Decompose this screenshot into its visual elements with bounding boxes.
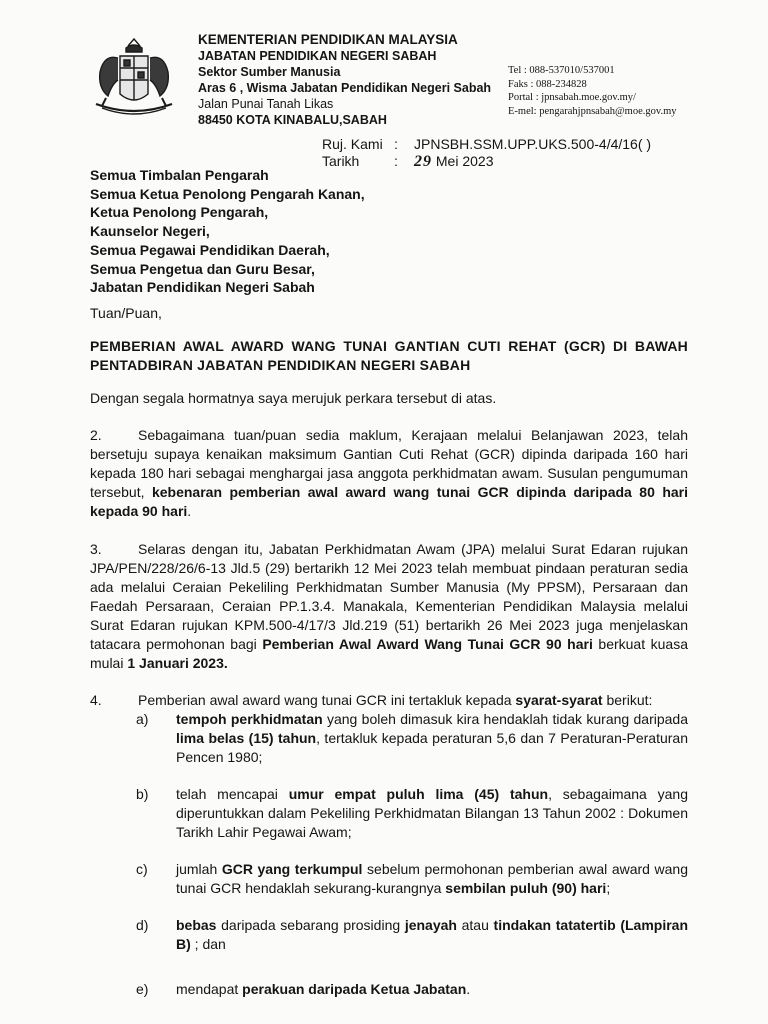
salutation: Tuan/Puan,: [90, 305, 162, 321]
address-line-2: Jalan Punai Tanah Likas: [198, 97, 334, 111]
addressee-list: [90, 166, 365, 297]
condition-b: b) telah mencapai umur empat puluh lima (45) tahun, sebagaimana yang diperuntukkan dalam Pekeliling Perkhidmatan Bilangan 13 Tahun 2002 : Dokumen Tarikh Lahir Pegawai Awam;: [136, 786, 689, 840]
address-line-1: Aras 6 , Wisma Jabatan Pendidikan Negeri Sabah: [198, 81, 492, 95]
portal: Portal : jpnsabah.moe.gov.my/: [508, 92, 636, 103]
addressee-line: Semua Timbalan Pengarah: [90, 167, 269, 183]
condition-e: e) mendapat perakuan daripada Ketua Jabatan.: [136, 981, 471, 997]
email: E-mel: pengarahjpnsabah@moe.gov.my: [508, 105, 677, 117]
coat-of-arms-logo: [88, 36, 180, 124]
ministry-name: KEMENTERIAN PENDIDIKAN MALAYSIA: [198, 32, 458, 47]
condition-a: a) tempoh perkhidmatan yang boleh dimasuk kira hendaklah tidak kurang daripada lima belas (15) tahun, tertakluk kepada peraturan 5,6 dan 7 Peraturan-Peraturan Pencen 1980;: [136, 711, 689, 765]
sector-name: Sektor Sumber Manusia: [198, 65, 341, 79]
letterhead: [198, 32, 491, 128]
addressee-line: Kaunselor Negeri,: [90, 223, 210, 240]
date-month-year: Mei 2023: [435, 153, 494, 169]
condition-d: d) bebas daripada sebarang prosiding jenayah atau tindakan tatatertib (Lampiran B) ; dan: [136, 917, 688, 952]
reference-number: JPNSBH.SSM.UPP.UKS.500-4/4/16( ): [414, 136, 652, 152]
addressee-line: Semua Pegawai Pendidikan Daerah,: [90, 241, 330, 258]
addressee-line: Semua Pengetua dan Guru Besar,: [90, 260, 315, 277]
addressee-line: Semua Ketua Penolong Pengarah Kanan,: [90, 185, 365, 202]
telephone: Tel : 088-537010/537001: [508, 65, 615, 76]
fax: Faks : 088-234828: [508, 78, 587, 90]
addressee-line: Ketua Penolong Pengarah,: [90, 204, 269, 221]
handwritten-day: 29: [414, 153, 432, 170]
opening-paragraph: Dengan segala hormatnya saya merujuk perkara tersebut di atas.: [90, 390, 497, 406]
reference-label: Ruj. Kami: [322, 136, 383, 152]
subject-heading: PEMBERIAN AWAL AWARD WANG TUNAI GANTIAN CUTI REHAT (GCR) DI BAWAH PENTADBIRAN JABATAN PENDIDIKAN NEGERI SABAH: [90, 338, 688, 373]
letter-body: [90, 304, 688, 999]
date-label: Tarikh: [322, 153, 360, 169]
contact-info: [508, 64, 676, 118]
paragraph-4: 4. Pemberian awal award wang tunai GCR ini tertakluk kepada syarat-syarat berikut:: [90, 692, 653, 708]
address-line-3: 88450 KOTA KINABALU,SABAH: [198, 113, 387, 127]
condition-c: c) jumlah GCR yang terkumpul sebelum permohonan pemberian awal award wang tunai GCR hendaklah sekurang-kurangnya sembilan puluh (90) hari;: [136, 861, 688, 896]
paragraph-3: 3. Selaras dengan itu, Jabatan Perkhidmatan Awam (JPA) melalui Surat Edaran rujukan JPA/PEN/228/26/6-13 Jld.5 (29) bertarikh 12 Mei 2023 telah membuat pindaan peraturan sedia ada melalui Ceraian Pekeliling Perkhidmatan Sumber Manusia (My PPSM), Persaraan dan Faedah Persaraan, Ceraian PP.1.3.4. Manakala, Kementerian Pendidikan Malaysia melalui Surat Edaran rujukan KPM.500-4/17/3 Jld.219 (51) bertarikh 26 Mei 2023 juga menjelaskan tatacara permohonan bagi Pemberian Awal Award Wang Tunai GCR 90 hari berkuat kuasa mulai 1 Januari 2023.: [90, 541, 689, 671]
paragraph-2: 2. Sebagaimana tuan/puan sedia maklum, Kerajaan melalui Belanjawan 2023, telah bersetuju supaya kenaikan maksimum Gantian Cuti Rehat (GCR) dipinda daripada 160 hari kepada 180 hari sebagai menghargai jasa anggota perkhidmatan awam. Susulan pengumuman tersebut, kebenaran pemberian awal award wang tunai GCR dipinda daripada 80 hari kepada 90 hari.: [90, 427, 689, 519]
department-name: JABATAN PENDIDIKAN NEGERI SABAH: [198, 49, 437, 63]
addressee-line: Jabatan Pendidikan Negeri Sabah: [90, 279, 315, 296]
reference-block: Ruj. Kami : JPNSBH.SSM.UPP.UKS.500-4/4/16( ) Tarikh : 29 Mei 2023: [322, 136, 652, 170]
